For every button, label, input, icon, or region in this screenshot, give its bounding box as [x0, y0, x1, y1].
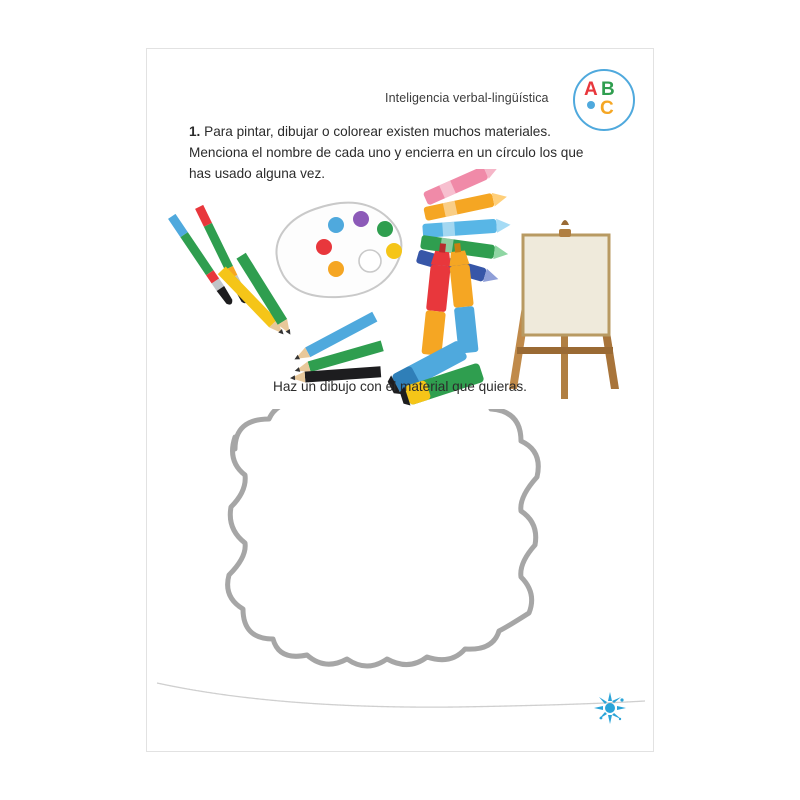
- cloud-frame-icon: [177, 409, 625, 681]
- paint-palette-icon: [276, 203, 402, 298]
- abc-badge-letter-b: B: [601, 79, 615, 100]
- intelligence-label: Inteligencia verbal-lingüística: [385, 91, 549, 105]
- exercise-prompt-text: Para pintar, dibujar o colorear existen muchos materiales. Menciona el nombre de cada uno y encierra en un círculo los que has usado alguna vez.: [189, 124, 584, 182]
- drawing-instruction: Haz un dibujo con el material que quieras.: [273, 379, 527, 394]
- abc-badge-letter-c: C: [600, 98, 614, 119]
- worksheet-sheet: [146, 48, 654, 752]
- abc-badge-dot-icon: [587, 101, 595, 109]
- paint-splat-icon: [593, 691, 627, 725]
- easel-icon: [509, 220, 619, 399]
- exercise-number: 1.: [189, 124, 201, 139]
- footer-decoration-line: [155, 681, 647, 711]
- drawing-area[interactable]: [177, 409, 625, 681]
- abc-badge-letter-a: A: [584, 79, 598, 100]
- footer-line-svg: [155, 681, 647, 711]
- paint-splat-svg: [593, 691, 627, 725]
